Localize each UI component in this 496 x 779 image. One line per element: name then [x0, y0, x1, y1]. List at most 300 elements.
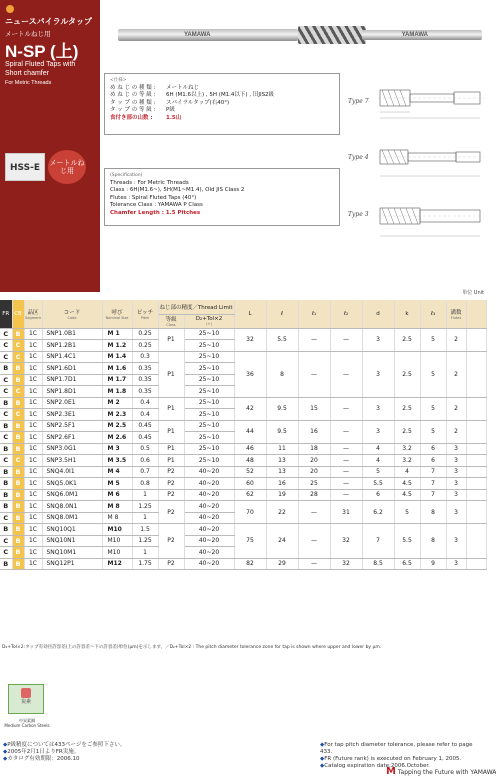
header-panel	[0, 0, 100, 292]
footer-note: ◆ FR (Future rank) is executed on February 1, 2005.	[320, 756, 486, 763]
code-cell: SNQ12P1	[42, 558, 102, 570]
pitch-cell: 0.4	[132, 397, 158, 409]
dim-l1-cell: 20	[298, 455, 330, 467]
class-cell: P2	[158, 489, 184, 501]
dim-k-cell: 5.5	[394, 524, 420, 559]
dim-l-cell: 9.5	[266, 397, 298, 420]
subtitle-jp: メートルねじ用	[5, 30, 51, 38]
pitch-cell: 0.4	[132, 409, 158, 421]
dim-k-cell: 2.5	[394, 397, 420, 420]
fr-cell: C	[0, 432, 12, 444]
dim-l-cell: 16	[266, 478, 298, 490]
code-cell: SNP2.5F1	[42, 420, 102, 432]
fr-cell: B	[0, 501, 12, 513]
extra-cell	[466, 328, 486, 351]
tolerance-cell: 25~10	[184, 386, 234, 398]
cb-cell: B	[12, 547, 24, 559]
table-row	[0, 478, 486, 490]
segment-cell: 1C	[24, 455, 42, 467]
dim-l2-cell: —	[330, 328, 362, 351]
footer-note: ◆ For tap pitch diameter tolerance, please refer to page 433.	[320, 742, 486, 756]
fr-cell: B	[0, 397, 12, 409]
nominal-cell: M12	[102, 558, 132, 570]
fr-cell: B	[0, 443, 12, 455]
segment-cell: 1C	[24, 524, 42, 536]
dim-l3-cell: 8	[420, 501, 446, 524]
col-k: k	[394, 300, 420, 328]
class-cell: P1	[158, 351, 184, 397]
dim-l3-cell: 7	[420, 489, 446, 501]
tolerance-cell: 25~10	[184, 374, 234, 386]
cb-cell: B	[12, 478, 24, 490]
dim-l3-cell: 5	[420, 420, 446, 443]
dim-k-cell: 6.5	[394, 558, 420, 570]
col-nominal: 呼び Nominal Size	[102, 300, 132, 328]
code-cell: SNP1.2B1	[42, 340, 102, 352]
pitch-cell: 0.35	[132, 374, 158, 386]
tolerance-cell: 40~20	[184, 466, 234, 478]
segment-cell: 1C	[24, 397, 42, 409]
type7-drawing	[378, 78, 484, 128]
dim-l2-cell: —	[330, 478, 362, 490]
table-row	[0, 351, 486, 363]
col-l: ℓ	[266, 300, 298, 328]
dim-L-cell: 75	[234, 524, 266, 559]
nominal-cell: M 1.4	[102, 351, 132, 363]
extra-cell	[466, 455, 486, 467]
segment-cell: 1C	[24, 409, 42, 421]
unit-label: 単位 Unit	[462, 290, 484, 296]
extra-cell	[466, 397, 486, 420]
pitch-cell: 1	[132, 489, 158, 501]
cb-cell: B	[12, 328, 24, 340]
table-row	[0, 558, 486, 570]
dim-k-cell: 4	[394, 466, 420, 478]
tolerance-cell: 25~10	[184, 340, 234, 352]
dim-fl-cell: 2	[446, 351, 466, 397]
pitch-cell: 0.35	[132, 386, 158, 398]
dim-L-cell: 36	[234, 351, 266, 397]
dim-l2-cell: —	[330, 466, 362, 478]
logo-text: Tapping the Future with YAMAWA	[397, 769, 496, 776]
nominal-cell: M 2.5	[102, 420, 132, 432]
code-cell: SNP1.8D1	[42, 386, 102, 398]
dim-l1-cell: —	[298, 328, 330, 351]
dim-l1-cell: —	[298, 524, 330, 559]
extra-cell	[466, 558, 486, 570]
dim-l1-cell: 25	[298, 478, 330, 490]
title-jp: ニュースパイラルタップ	[5, 17, 93, 26]
nominal-cell: M 6	[102, 489, 132, 501]
pitch-cell: 0.45	[132, 432, 158, 444]
dim-fl-cell: 3	[446, 478, 466, 490]
dim-k-cell: 2.5	[394, 351, 420, 397]
col-fr: FR	[0, 300, 12, 328]
dim-l1-cell: —	[298, 501, 330, 524]
fr-cell: C	[0, 351, 12, 363]
header-dot-icon	[6, 5, 14, 13]
dim-l3-cell: 5	[420, 397, 446, 420]
table-row	[0, 466, 486, 478]
dim-d-cell: 7	[362, 524, 394, 559]
dim-d-cell: 4	[362, 455, 394, 467]
dim-l1-cell: 15	[298, 397, 330, 420]
nominal-cell: M 1.6	[102, 363, 132, 375]
dim-L-cell: 60	[234, 478, 266, 490]
tolerance-cell: 25~10	[184, 363, 234, 375]
tolerance-cell: 40~20	[184, 501, 234, 513]
dim-l-cell: 13	[266, 455, 298, 467]
spec-jp-box	[104, 73, 340, 135]
dim-l-cell: 5.5	[266, 328, 298, 351]
tolerance-cell: 25~10	[184, 420, 234, 432]
dim-l-cell: 11	[266, 443, 298, 455]
col-flutes: 溝数 Flutes	[446, 300, 466, 328]
dim-k-cell: 5	[394, 501, 420, 524]
photo-label-2: YAMAWA	[401, 32, 429, 38]
code-cell: SNQ10N1	[42, 535, 102, 547]
fr-cell: B	[0, 478, 12, 490]
tolerance-cell: 25~10	[184, 432, 234, 444]
class-cell: P2	[158, 466, 184, 478]
cb-cell: B	[12, 524, 24, 536]
dim-k-cell: 2.5	[394, 420, 420, 443]
dim-l1-cell: 18	[298, 443, 330, 455]
segment-cell: 1C	[24, 535, 42, 547]
yamawa-logo	[386, 766, 496, 777]
code-cell: SNQ6.0M1	[42, 489, 102, 501]
nominal-cell: M10	[102, 535, 132, 547]
code-cell: SNP2.6F1	[42, 432, 102, 444]
col-l2: ℓ₂	[330, 300, 362, 328]
dim-l-cell: 19	[266, 489, 298, 501]
segment-cell: 1C	[24, 351, 42, 363]
dim-d-cell: 5.5	[362, 478, 394, 490]
pitch-cell: 0.45	[132, 420, 158, 432]
segment-cell: 1C	[24, 420, 42, 432]
dim-l2-cell: —	[330, 420, 362, 443]
fr-cell: C	[0, 374, 12, 386]
pitch-cell: 0.6	[132, 455, 158, 467]
dim-L-cell: 46	[234, 443, 266, 455]
code-cell: SNP3.0G1	[42, 443, 102, 455]
dim-l-cell: 29	[266, 558, 298, 570]
dim-fl-cell: 2	[446, 397, 466, 420]
cb-cell: B	[12, 397, 24, 409]
col-L: L	[234, 300, 266, 328]
cb-cell: C	[12, 455, 24, 467]
cb-cell: B	[12, 466, 24, 478]
dim-d-cell: 3	[362, 420, 394, 443]
spec-jp-row: め ね じ の 種 類 : メートルねじ	[110, 84, 200, 91]
nominal-cell: M 3	[102, 443, 132, 455]
footer-note: ◆ 2005年2月1日よりFR実施。	[3, 749, 125, 756]
dim-l2-cell: 32	[330, 558, 362, 570]
extra-cell	[466, 501, 486, 524]
dim-L-cell: 44	[234, 420, 266, 443]
code-cell: SNP1.0B1	[42, 328, 102, 340]
extra-cell	[466, 443, 486, 455]
steel-icon	[21, 688, 31, 698]
photo-label-1: YAMAWA	[183, 32, 211, 38]
code-cell: SNQ10Q1	[42, 524, 102, 536]
dim-l1-cell: 20	[298, 466, 330, 478]
code-cell: SNQ4.0I1	[42, 466, 102, 478]
segment-cell: 1C	[24, 443, 42, 455]
dim-k-cell: 2.5	[394, 328, 420, 351]
fr-cell: B	[0, 420, 12, 432]
footer-note: ◆ P級精度については433ページをご参照下さい。	[3, 742, 125, 749]
cb-cell: B	[12, 432, 24, 444]
cb-cell: B	[12, 501, 24, 513]
tolerance-cell: 40~20	[184, 478, 234, 490]
nominal-cell: M 1.8	[102, 386, 132, 398]
tolerance-cell: 25~10	[184, 443, 234, 455]
dim-k-cell: 3.2	[394, 455, 420, 467]
spec-jp-row: タ ッ プ の 等 級 : P級	[110, 107, 175, 113]
type3-label: Type 3	[348, 211, 369, 218]
footer-note: ◆ Catalog expiration date:2006.October.	[320, 763, 486, 770]
dim-L-cell: 70	[234, 501, 266, 524]
spec-jp-row: タ ッ プ の 種 類 : スパイラルタップ(右40°)	[110, 99, 230, 106]
spec-en-row: Class : 6H(M1.6~), 5H(M1~M1.4), Old JIS Class 2	[110, 187, 245, 193]
spec-en-row: Tolerance Class : YAMAWA P Class	[110, 202, 203, 208]
class-cell: P1	[158, 443, 184, 455]
segment-cell: 1C	[24, 489, 42, 501]
spec-jp-heading: <仕様>	[110, 78, 127, 83]
tap-photo-2	[362, 30, 482, 40]
pitch-cell: 0.8	[132, 478, 158, 490]
dim-L-cell: 48	[234, 455, 266, 467]
spec-en-row: Threads : For Metric Threads	[110, 179, 189, 186]
pitch-cell: 0.25	[132, 340, 158, 352]
col-extra	[466, 300, 486, 328]
thread-badge: メートルねじ用	[48, 150, 86, 184]
type3-drawing	[378, 196, 484, 246]
table-row	[0, 420, 486, 432]
dim-d-cell: 6.2	[362, 501, 394, 524]
class-cell: P2	[158, 524, 184, 559]
segment-cell: 1C	[24, 363, 42, 375]
title-en: Spiral Fluted Taps with Short chamfer	[5, 61, 76, 77]
dim-L-cell: 42	[234, 397, 266, 420]
tolerance-cell: 40~20	[184, 547, 234, 559]
dim-fl-cell: 3	[446, 489, 466, 501]
pitch-cell: 1	[132, 512, 158, 524]
segment-cell: 1C	[24, 501, 42, 513]
dim-k-cell: 4.5	[394, 478, 420, 490]
cb-cell: B	[12, 374, 24, 386]
dim-d-cell: 3	[362, 328, 394, 351]
dim-l2-cell: —	[330, 351, 362, 397]
fr-cell: C	[0, 512, 12, 524]
dim-k-cell: 3.2	[394, 443, 420, 455]
code-cell: SNQ8.0M1	[42, 512, 102, 524]
dim-d-cell: 4	[362, 443, 394, 455]
code-cell: SNQ10M1	[42, 547, 102, 559]
dim-l3-cell: 5	[420, 328, 446, 351]
code-cell: SNP1.4C1	[42, 351, 102, 363]
carbon-label: 中炭素鋼 Medium Carbon Steels	[4, 718, 50, 728]
table-row	[0, 397, 486, 409]
code-cell: SNP2.0E1	[42, 397, 102, 409]
carbon-badge: 炭素	[8, 684, 44, 714]
tolerance-cell: 25~10	[184, 455, 234, 467]
cb-cell: B	[12, 420, 24, 432]
material-badge: HSS-E	[5, 153, 45, 181]
table-row	[0, 501, 486, 513]
code-cell: SNP3.5H1	[42, 455, 102, 467]
col-pitch: ピッチ Pitch	[132, 300, 158, 328]
dim-l2-cell: —	[330, 443, 362, 455]
segment-cell: 1C	[24, 558, 42, 570]
nominal-cell: M 8	[102, 512, 132, 524]
dim-L-cell: 82	[234, 558, 266, 570]
dim-l-cell: 8	[266, 351, 298, 397]
fr-cell: C	[0, 455, 12, 467]
class-cell: P2	[158, 558, 184, 570]
nominal-cell: M 2.6	[102, 432, 132, 444]
tolerance-cell: 25~10	[184, 351, 234, 363]
spec-en-row: Flutes : Spiral Fluted Taps (40°)	[110, 194, 197, 201]
tolerance-note: D₂+Tol×2:タップ有効径許容差(上の許容差〜下の許容差)単位(μm)を示します。／D₂+Tol×2 : The pitch diameter tolerance zone for tap is shown where upper and lower by μm.	[2, 645, 382, 650]
class-cell: P2	[158, 478, 184, 490]
segment-cell: 1C	[24, 432, 42, 444]
fr-cell: C	[0, 535, 12, 547]
spec-en-heading: (Specification)	[110, 173, 143, 178]
fr-cell: C	[0, 409, 12, 421]
pitch-cell: 1.75	[132, 558, 158, 570]
dim-d-cell: 3	[362, 397, 394, 420]
table-row	[0, 455, 486, 467]
col-d2: D₂+Tol×2 (+)	[184, 314, 234, 328]
class-cell: P1	[158, 420, 184, 443]
dim-l1-cell: 16	[298, 420, 330, 443]
col-l3: ℓ₃	[420, 300, 446, 328]
dim-l3-cell: 6	[420, 443, 446, 455]
fr-cell: B	[0, 558, 12, 570]
dim-d-cell: 3	[362, 351, 394, 397]
dim-fl-cell: 3	[446, 558, 466, 570]
dim-l1-cell: —	[298, 351, 330, 397]
code-cell: SNQ8.0N1	[42, 501, 102, 513]
nominal-cell: M 2.3	[102, 409, 132, 421]
code-cell: SNP1.6D1	[42, 363, 102, 375]
model-name: N-SP (上)	[5, 42, 79, 61]
dim-fl-cell: 3	[446, 501, 466, 524]
pitch-cell: 1	[132, 547, 158, 559]
dim-l-cell: 22	[266, 501, 298, 524]
dim-fl-cell: 3	[446, 466, 466, 478]
nominal-cell: M 2	[102, 397, 132, 409]
segment-cell: 1C	[24, 374, 42, 386]
table-row	[0, 489, 486, 501]
tap-flute-1	[298, 26, 366, 44]
cb-cell: B	[12, 558, 24, 570]
dim-l3-cell: 7	[420, 466, 446, 478]
cb-cell: B	[12, 363, 24, 375]
col-cb: CB	[12, 300, 24, 328]
dim-fl-cell: 3	[446, 443, 466, 455]
spec-jp-row: め ね じ の 等 級 : 6H (M1.6以上) , 5H (M1.4以下) , 旧JIS2級	[110, 92, 275, 98]
footer-note: ◆ カタログ有効期限：2006.10	[3, 756, 125, 763]
spec-table	[0, 300, 487, 570]
type4-drawing	[378, 140, 484, 186]
code-cell: SNP2.3E1	[42, 409, 102, 421]
pitch-cell: 0.3	[132, 351, 158, 363]
nominal-cell: M 1.7	[102, 374, 132, 386]
table-row	[0, 328, 486, 340]
segment-cell: 1C	[24, 340, 42, 352]
tolerance-cell: 25~10	[184, 397, 234, 409]
extra-cell	[466, 466, 486, 478]
col-code: コード Code	[42, 300, 102, 328]
nominal-cell: M10	[102, 524, 132, 536]
nominal-cell: M 8	[102, 501, 132, 513]
dim-fl-cell: 3	[446, 455, 466, 467]
nominal-cell: M 3.5	[102, 455, 132, 467]
dim-l-cell: 9.5	[266, 420, 298, 443]
cb-cell: B	[12, 512, 24, 524]
class-cell: P1	[158, 455, 184, 467]
dim-d-cell: 5	[362, 466, 394, 478]
extra-cell	[466, 524, 486, 559]
dim-l2-cell: —	[330, 489, 362, 501]
tolerance-cell: 40~20	[184, 558, 234, 570]
nominal-cell: M 5	[102, 478, 132, 490]
fr-cell: C	[0, 547, 12, 559]
fr-cell: B	[0, 466, 12, 478]
dim-l2-cell: —	[330, 397, 362, 420]
table-row	[0, 524, 486, 536]
col-seg: 品区 Segment	[24, 300, 42, 328]
pitch-cell: 0.35	[132, 363, 158, 375]
cb-cell: B	[12, 443, 24, 455]
spec-jp-chamfer: 食付き部の山数 : 1.5山	[110, 114, 182, 121]
nominal-cell: M10	[102, 547, 132, 559]
dim-l3-cell: 6	[420, 455, 446, 467]
dim-l3-cell: 5	[420, 351, 446, 397]
extra-cell	[466, 478, 486, 490]
dim-l1-cell: —	[298, 558, 330, 570]
dim-l3-cell: 8	[420, 524, 446, 559]
dim-l-cell: 13	[266, 466, 298, 478]
dim-l2-cell: 31	[330, 501, 362, 524]
segment-cell: 1C	[24, 466, 42, 478]
segment-cell: 1C	[24, 547, 42, 559]
dim-k-cell: 4.5	[394, 489, 420, 501]
class-cell: P2	[158, 501, 184, 524]
col-d: d	[362, 300, 394, 328]
subtitle-en: For Metric Threads	[5, 80, 52, 86]
pitch-cell: 0.5	[132, 443, 158, 455]
cb-cell: B	[12, 489, 24, 501]
code-cell: SNP1.7D1	[42, 374, 102, 386]
segment-cell: 1C	[24, 328, 42, 340]
cb-cell: B	[12, 535, 24, 547]
spec-en-box	[104, 168, 340, 226]
fr-cell: B	[0, 524, 12, 536]
type7-label: Type 7	[348, 98, 369, 105]
code-cell: SNQ5.0K1	[42, 478, 102, 490]
col-class: 等級 Class	[158, 314, 184, 328]
dim-l3-cell: 7	[420, 478, 446, 490]
pitch-cell: 1.25	[132, 535, 158, 547]
cb-cell: C	[12, 351, 24, 363]
dim-l1-cell: 28	[298, 489, 330, 501]
col-l1: ℓ₁	[298, 300, 330, 328]
pitch-cell: 0.7	[132, 466, 158, 478]
